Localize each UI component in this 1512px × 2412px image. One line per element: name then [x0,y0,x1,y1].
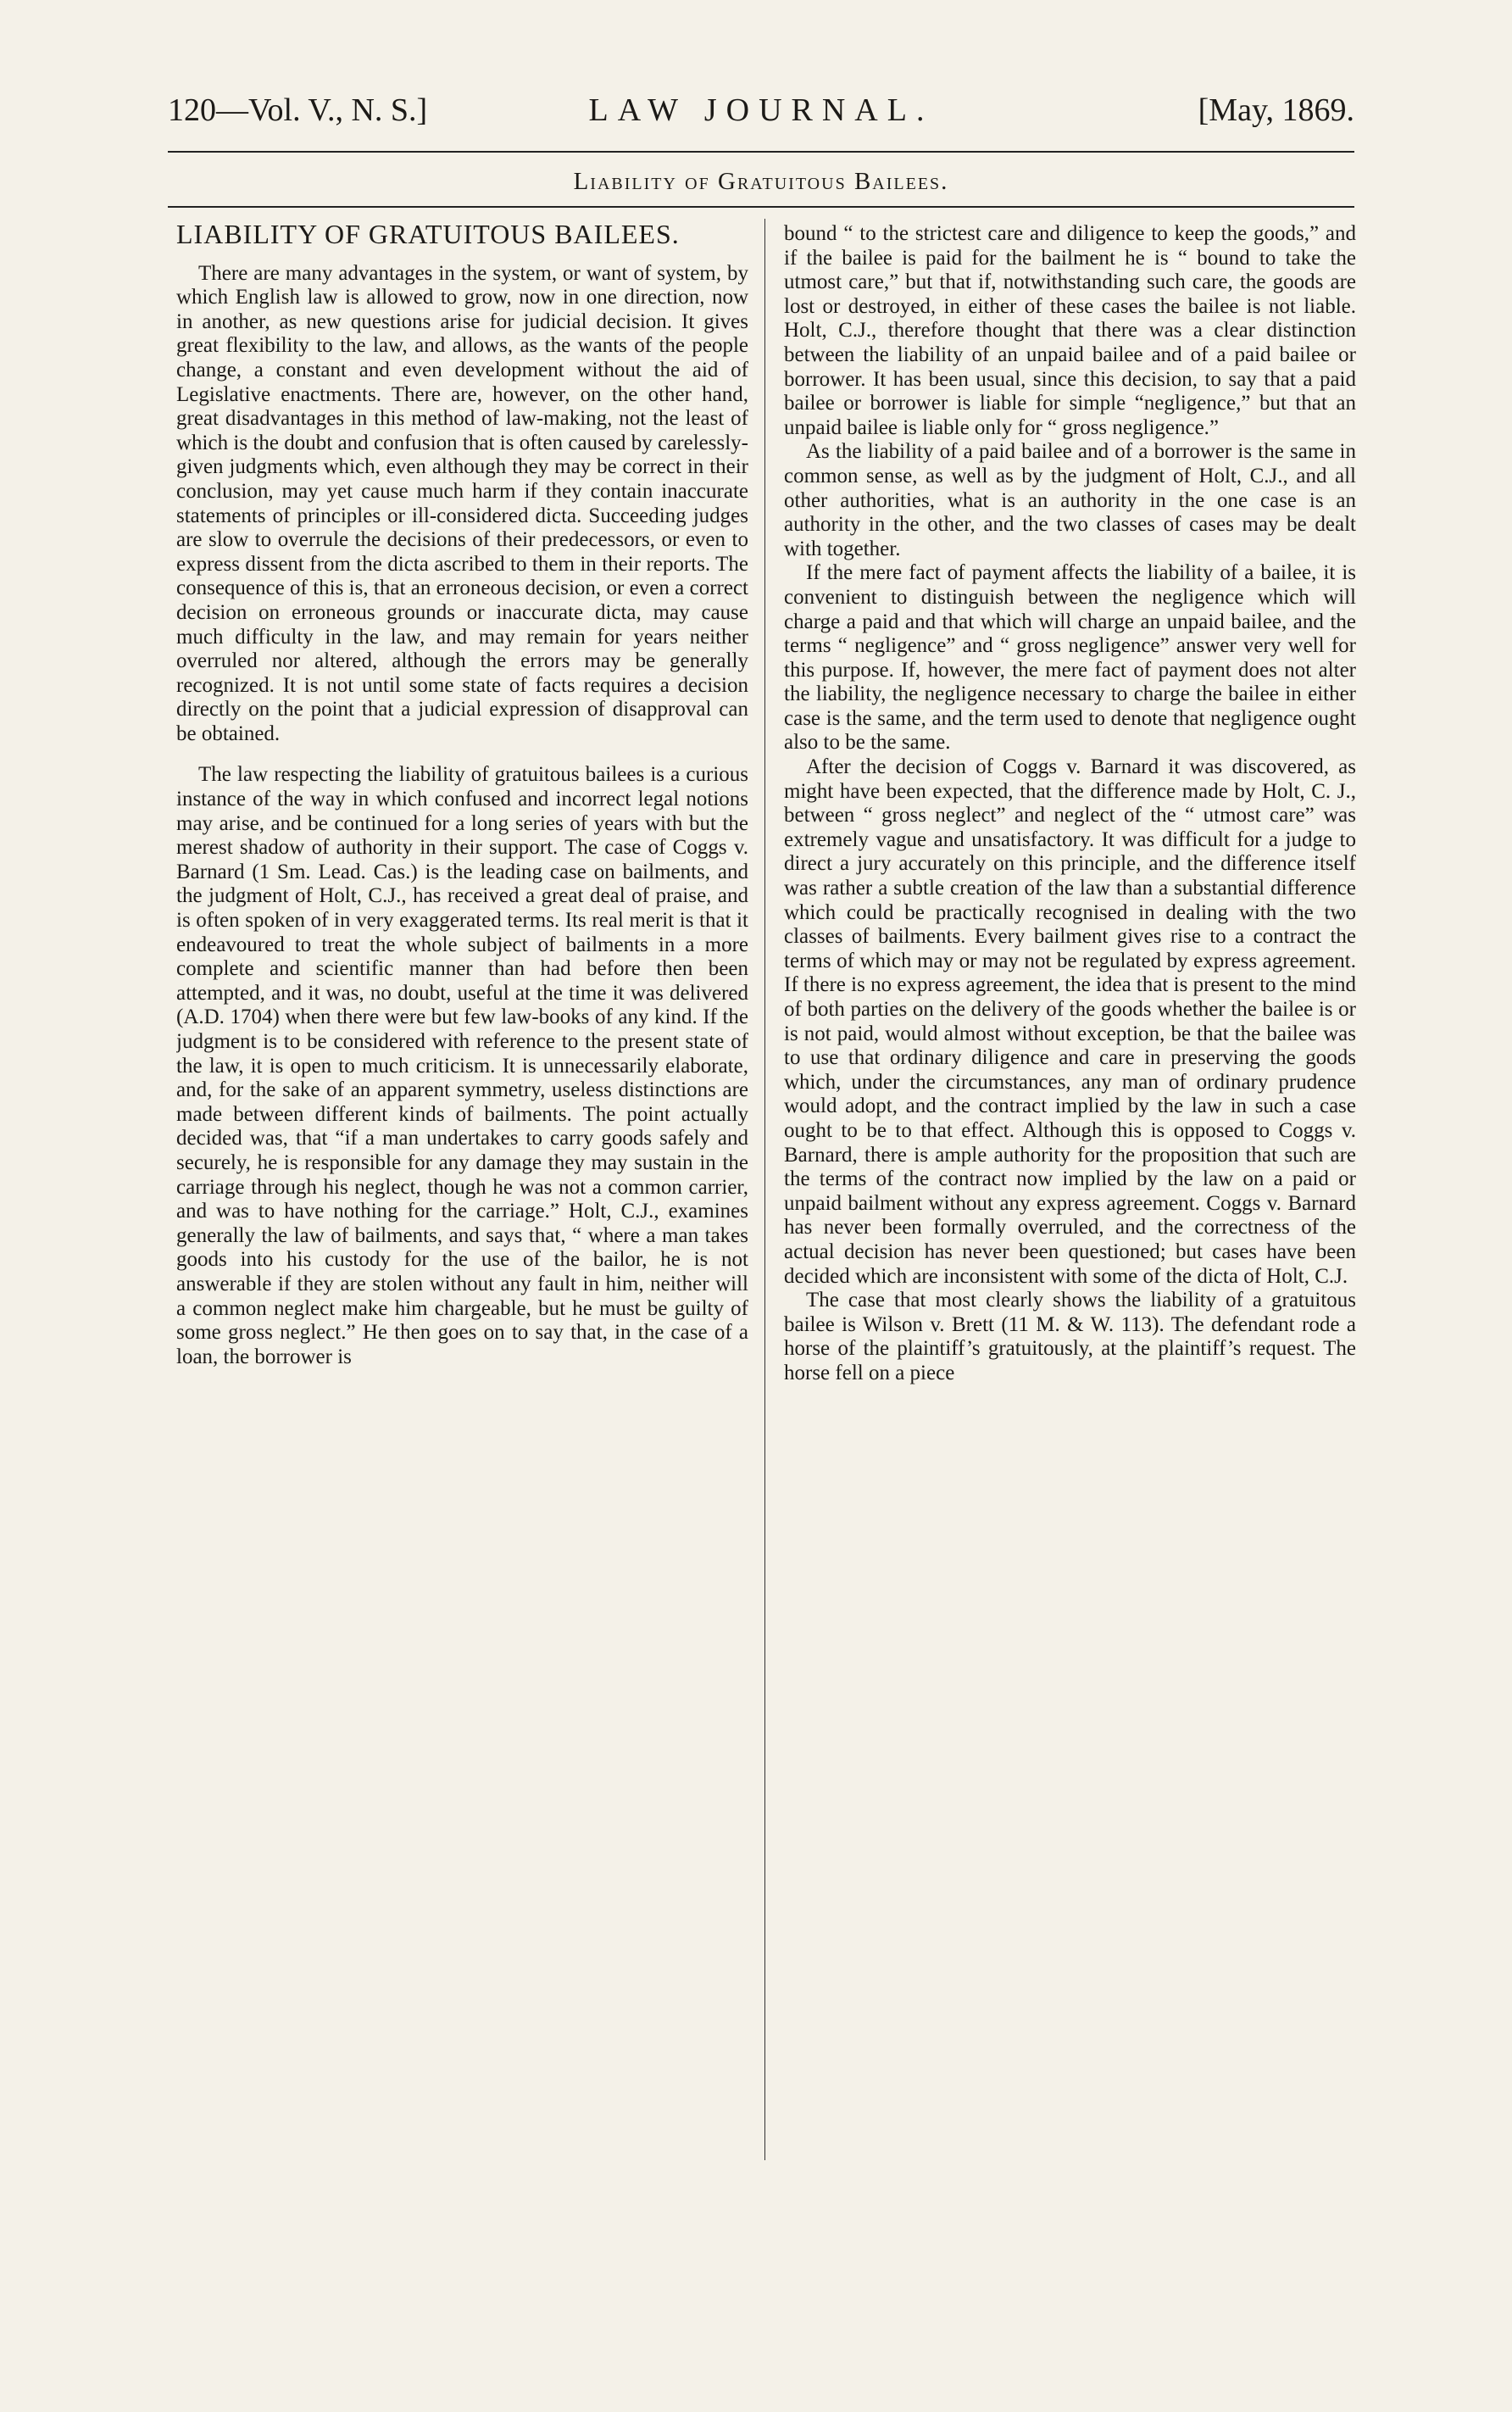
subheading-rule [168,206,1354,208]
journal-title: LAW JOURNAL. [588,92,934,128]
page-volume-reference: 120—Vol. V., N. S.] [168,92,428,128]
paragraph: There are many advantages in the system, or want of system, by which English law is allowed to grow, now in one direction, now in another, as new questions arise for judicial decision. It gives great flexibility to the law, and allows, as the wants of the people change, a constant and even development without the aid of Legislative enactments. There are, however, on the other hand, great disadvantages in this method of law-making, not the least of which is the doubt and confusion that is often caused by carelessly-given judgments which, even although they may be correct in their conclusion, may yet cause much harm if they contain inaccurate statements of principles or ill-considered dicta. Succeeding judges are slow to overrule the decisions of their predecessors, or even to express dissent from the dicta ascribed to them in their reports. The consequence of this is, that an erroneous decision, or even a correct decision on erroneous grounds or inaccurate dicta, may cause much difficulty in the law, and may remain for years neither overruled nor altered, although the errors may be generally recognized. It is not until some state of facts requires a decision directly on the point that a judicial expression of disapproval can be obtained. [176,261,748,745]
section-subheading: Liability of Gratuitous Bailees. [573,168,949,195]
header-rule [168,151,1354,153]
issue-date: [May, 1869. [1198,92,1354,128]
right-column [784,222,1356,2164]
paragraph: If the mere fact of payment affects the liability of a bailee, it is convenient to distinguish between the negligence which will charge a paid and that which will charge an unpaid bailee, and the terms “ negligence” and “ gross negligence” answer very well for this purpose. If, however, the mere fact of payment does not alter the liability, the negligence necessary to charge the bailee in either case is the same, and the term used to denote that negligence ought also to be the same. [784,561,1356,755]
left-column [176,222,748,2164]
paragraph: As the liability of a paid bailee and of a borrower is the same in common sense, as well as by the judgment of Holt, C.J., and all other authorities, what is an authority in the one case is an authority in the other, and the two classes of cases may be dealt with together. [784,440,1356,560]
paragraph-continued: bound “ to the strictest care and diligence to keep the goods,” and if the bailee is paid for the bailment he is “ bound to take the utmost care,” but that if, notwithstanding such care, the goods are lost or destroyed, in either of these cases the bailee is not liable. Holt, C.J., therefore thought that there was a clear distinction between the liability of an unpaid bailee and of a paid bailee or borrower. It has been usual, since this decision, to say that a paid bailee or borrower is liable for simple “negligence,” but that an unpaid bailee is liable only for “ gross negligence.” [784,222,1356,439]
column-divider [764,219,765,2160]
paragraph: The law respecting the liability of gratuitous bailees is a curious instance of the way in which confused and incorrect legal notions may arise, and be continued for a long series of years with but the merest shadow of authority in their support. The case of Coggs v. Barnard (1 Sm. Lead. Cas.) is the leading case on bailments, and the judgment of Holt, C.J., has received a great deal of praise, and is often spoken of in very exaggerated terms. Its real merit is that it endeavoured to treat the whole subject of bailments in a more complete and scientific manner than had before then been attempted, and it was, no doubt, useful at the time it was delivered (A.D. 1704) when there were but few law-books of any kind. If the judgment is to be considered with reference to the present state of the law, it is open to much criticism. It is unnecessarily elaborate, and, for the sake of an apparent symmetry, useless distinctions are made between different kinds of bailments. The point actually decided was, that “if a man undertakes to carry goods safely and securely, he is responsible for any damage they may sustain in the carriage through his neglect, though he was not a common carrier, and was to have nothing for the carriage.” Holt, C.J., examines generally the law of bailments, and says that, “ where a man takes goods into his custody for the use of the bailor, he is not answerable if they are stolen without any fault in him, neither will a common neglect make him chargeable, but he must be guilty of some gross neglect.” He then goes on to say that, in the case of a loan, the borrower is [176,763,748,1368]
running-head [168,92,1354,142]
article-title: LIABILITY OF GRATUITOUS BAILEES. [176,222,680,249]
paragraph: After the decision of Coggs v. Barnard it was discovered, as might have been expected, that the difference made by Holt, C. J., between “ gross neglect” and neglect of the “ utmost care” was extremely vague and unsatisfactory. It was difficult for a judge to direct a jury accurately on this principle, and the difference itself was rather a subtle creation of the law than a substantial difference which could be practically recognised in dealing with the two classes of bailments. Every bailment gives rise to a contract the terms of which may or may not be regulated by express agreement. If there is no express agreement, the idea that is present to the mind of both parties on the delivery of the goods whether the bailee is or is not paid, would almost without exception, be that the bailee was to use that ordinary diligence and care in preserving the goods which, under the circumstances, any man of ordinary prudence would adopt, and the contract implied by the law in such a case ought to be to that effect. Although this is opposed to Coggs v. Barnard, there is ample authority for the proposition that such are the terms of the contract now implied by the law on a paid or unpaid bailment without any express agreement. Coggs v. Barnard has never been formally overruled, and the correctness of the actual decision has never been questioned; but cases have been decided which are inconsistent with some of the dicta of Holt, C.J. [784,755,1356,1288]
paragraph: The case that most clearly shows the liability of a gratuitous bailee is Wilson v. Brett (11 M. & W. 113). The defendant rode a horse of the plaintiff’s gratuitously, at the plaintiff’s request. The horse fell on a piece [784,1289,1356,1384]
